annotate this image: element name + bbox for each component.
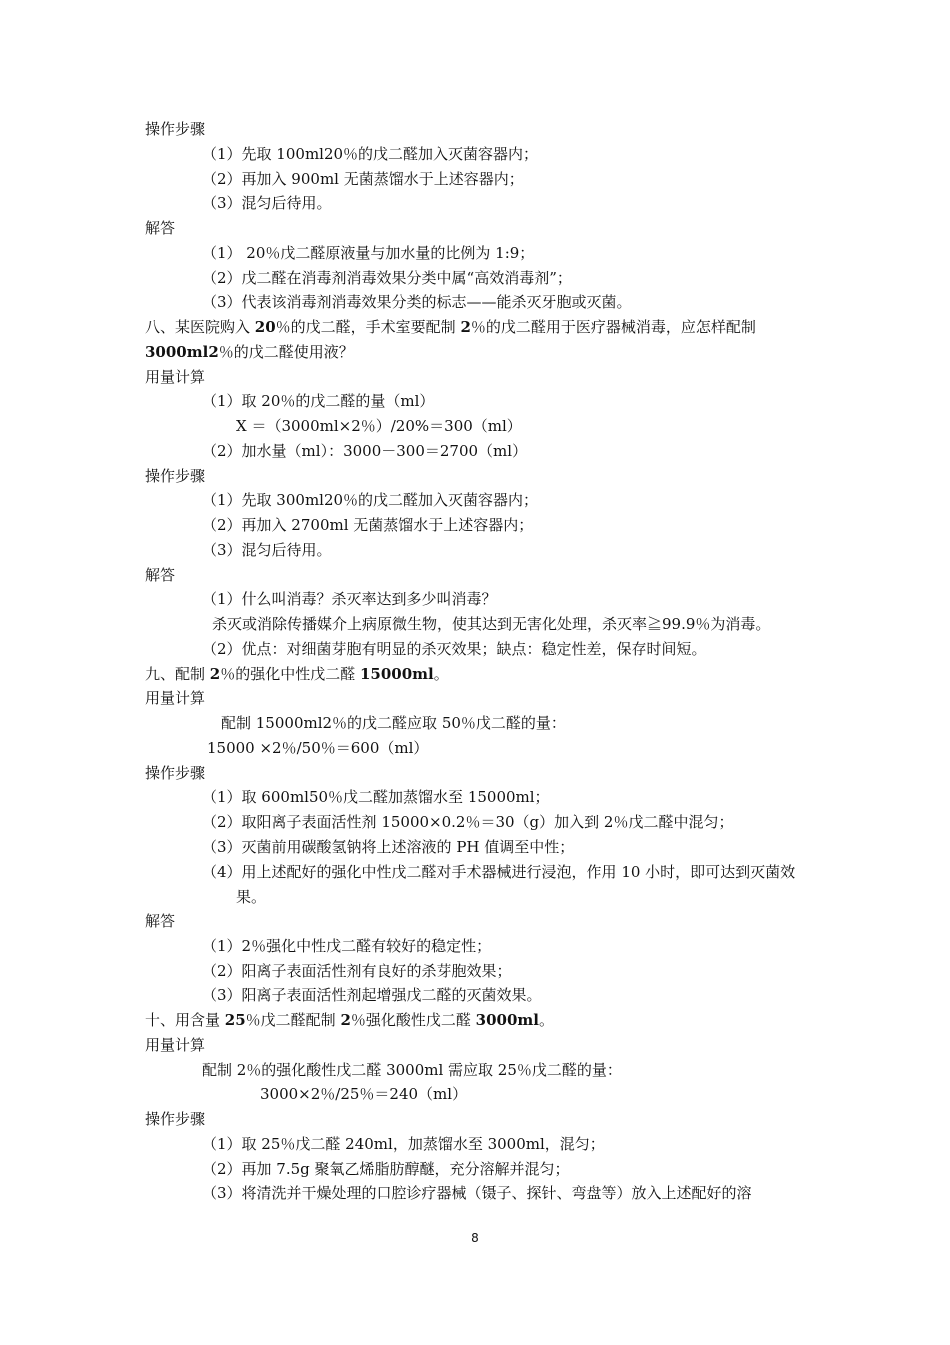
heading-dosage-calc: 用量计算 [145, 368, 206, 386]
step-line: （3）混匀后待用。 [202, 541, 332, 559]
calc-line: （2）加水量（ml）：3000－300＝2700（ml） [202, 442, 528, 460]
heading-answer: 解答 [145, 219, 176, 237]
step-line: （1）取 25％戊二醛 240ml，加蒸馏水至 3000ml，混匀； [202, 1135, 605, 1153]
step-line: （2）再加入 900ml 无菌蒸馏水于上述容器内； [202, 170, 524, 188]
heading-operation-steps: 操作步骤 [145, 120, 206, 138]
question-10: 十、用含量 25％戊二醛配制 2％强化酸性戊二醛 3000ml。 [145, 1011, 554, 1029]
step-line: （3）混匀后待用。 [202, 194, 332, 212]
heading-answer: 解答 [145, 566, 176, 584]
question-9: 九、配制 2％的强化中性戊二醛 15000ml。 [145, 665, 449, 683]
page-number: 8 [471, 1231, 479, 1245]
answer-line: （2）戊二醛在消毒剂消毒效果分类中属“高效消毒剂”； [202, 269, 572, 287]
heading-operation-steps: 操作步骤 [145, 467, 206, 485]
question-8: 八、某医院购入 20％的戊二醛，手术室要配制 2％的戊二醛用于医疗器械消毒，应怎样配制 3000ml2％的戊二醛使用液？ [145, 318, 756, 361]
calc-line: 配制 2％的强化酸性戊二醛 3000ml 需应取 25％戊二醛的量： [202, 1061, 622, 1079]
answer-line: （2）阳离子表面活性剂有良好的杀芽胞效果； [202, 962, 512, 980]
answer-line: （1）2％强化中性戊二醛有较好的稳定性； [202, 937, 492, 955]
calc-line: 配制 15000ml2％的戊二醛应取 50％戊二醛的量： [221, 714, 566, 732]
step-line: （1）取 600ml50％戊二醛加蒸馏水至 15000ml； [202, 788, 550, 806]
answer-line: （1）什么叫消毒？杀灭率达到多少叫消毒？ [202, 590, 497, 608]
answer-line: （3）代表该消毒剂消毒效果分类的标志——能杀灭牙胞或灭菌。 [202, 293, 632, 311]
step-line: （2）取阳离子表面活性剂 15000×0.2％＝30（g）加入到 2％戊二醛中混匀； [202, 813, 734, 831]
answer-line: （1） 20％戊二醛原液量与加水量的比例为 1:9； [202, 244, 535, 262]
calc-line: （1）取 20％的戊二醛的量（ml） [202, 392, 435, 410]
heading-answer: 解答 [145, 912, 176, 930]
step-line: （2）再加入 2700ml 无菌蒸馏水于上述容器内； [202, 516, 534, 534]
step-line: （2）再加 7.5g 聚氧乙烯脂肪醇醚，充分溶解并混匀； [202, 1160, 570, 1178]
heading-dosage-calc: 用量计算 [145, 1036, 206, 1054]
formula-line: 3000×2％/25％＝240（ml） [260, 1085, 468, 1103]
heading-operation-steps: 操作步骤 [145, 764, 206, 782]
step-line: （1）先取 100ml20％的戊二醛加入灭菌容器内； [202, 145, 539, 163]
step-line: （4）用上述配好的强化中性戊二醛对手术器械进行浸泡，作用 10 小时，即可达到灭菌效果。 [202, 863, 796, 906]
heading-operation-steps: 操作步骤 [145, 1110, 206, 1128]
step-line: （1）先取 300ml20％的戊二醛加入灭菌容器内； [202, 491, 539, 509]
answer-line: 杀灭或消除传播媒介上病原微生物，使其达到无害化处理，杀灭率≧99.9％为消毒。 [212, 615, 771, 633]
formula-line: X ＝（3000ml×2％）/20%＝300（ml） [236, 417, 522, 435]
answer-line: （3）阳离子表面活性剂起增强戊二醛的灭菌效果。 [202, 986, 542, 1004]
step-line: （3）灭菌前用碳酸氢钠将上述溶液的 PH 值调至中性； [202, 838, 575, 856]
heading-dosage-calc: 用量计算 [145, 689, 206, 707]
step-line: （3）将清洗并干燥处理的口腔诊疗器械（镊子、探针、弯盘等）放入上述配好的溶 [202, 1184, 752, 1202]
answer-line: （2）优点：对细菌芽胞有明显的杀灭效果；缺点：稳定性差，保存时间短。 [202, 640, 707, 658]
formula-line: 15000 ×2％/50％＝600（ml） [207, 739, 429, 757]
